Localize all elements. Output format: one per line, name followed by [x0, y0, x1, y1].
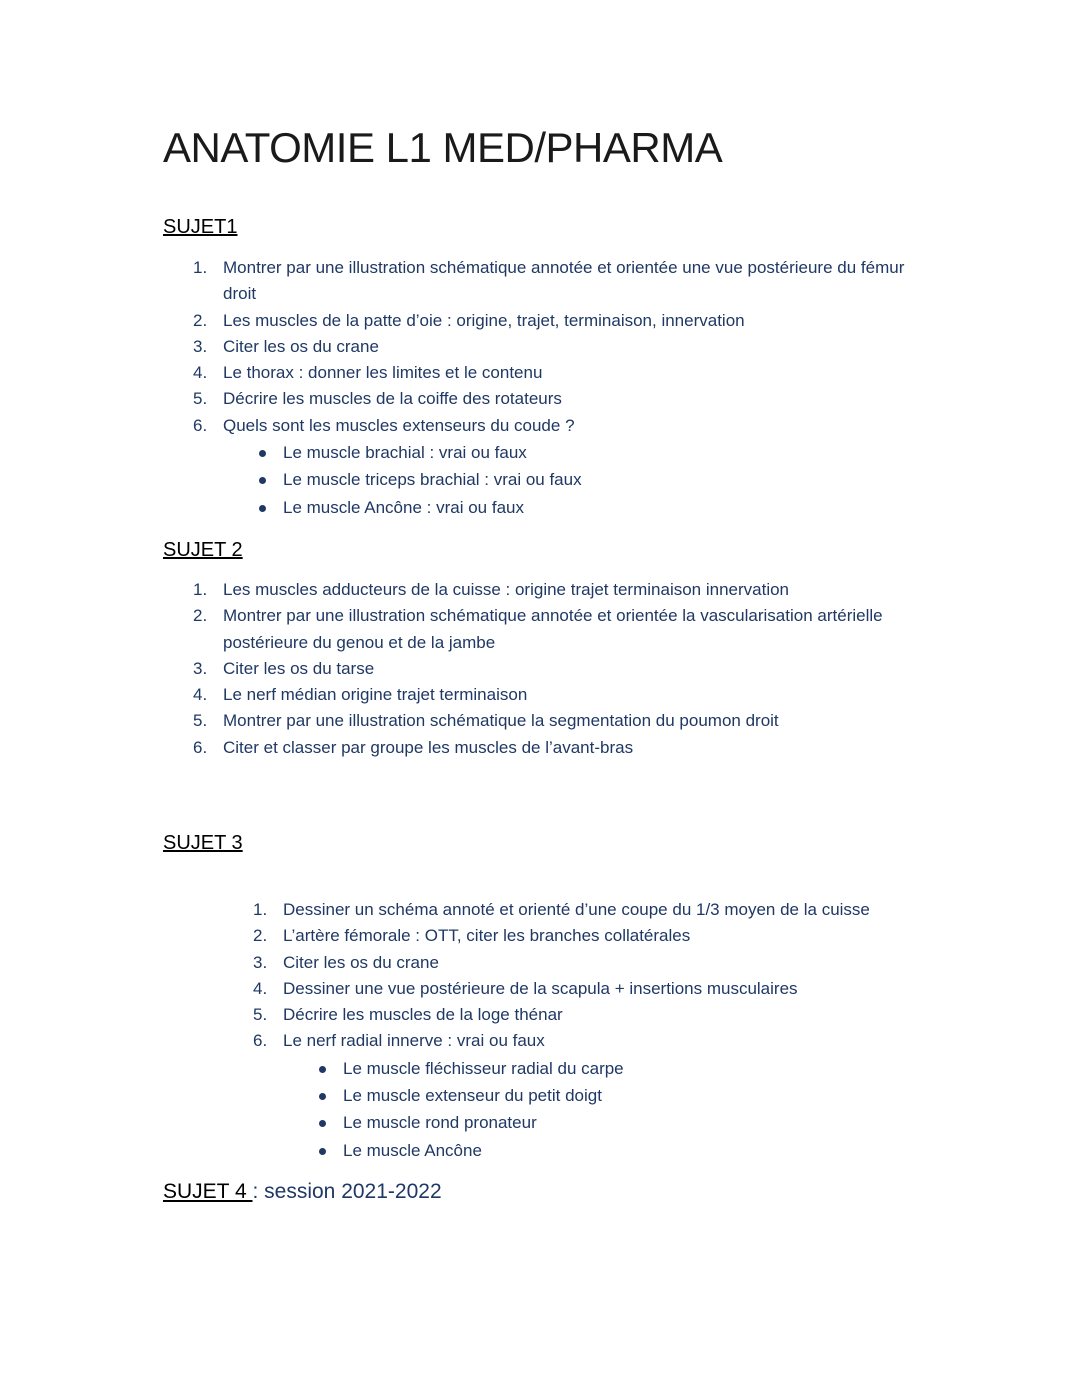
item-text: Citer les os du tarse: [223, 658, 375, 678]
list-item: [193, 603, 893, 656]
bullet-icon: [319, 1120, 326, 1127]
item-number: 4.: [193, 685, 208, 705]
sujet2-list: [193, 577, 893, 761]
bullet-icon: [259, 505, 266, 512]
bullet-item: [313, 1109, 953, 1136]
bullet-item: [253, 494, 913, 521]
sujet3-sublist: [313, 1055, 953, 1164]
item-number: 2.: [193, 606, 208, 626]
bullet-text: Le muscle Ancône : vrai ou faux: [283, 497, 524, 517]
bullet-text: Le muscle brachial : vrai ou faux: [283, 443, 527, 463]
item-text: Décrire les muscles de la loge thénar: [283, 1005, 563, 1025]
item-number: 4.: [253, 978, 268, 998]
item-number: 5.: [253, 1005, 268, 1025]
item-number: 1.: [193, 580, 208, 599]
bullet-item: [313, 1055, 953, 1082]
item-text: Le nerf médian origine trajet terminaison: [223, 685, 528, 705]
list-item: [253, 923, 953, 949]
bullet-item: [313, 1082, 953, 1109]
item-number: 3.: [253, 952, 268, 972]
bullet-item: [253, 466, 913, 493]
item-number: 1.: [253, 900, 268, 919]
item-text: Décrire les muscles de la coiffe des rotateurs: [223, 389, 562, 409]
sujet4-heading: [163, 1179, 442, 1205]
list-item: [193, 413, 913, 521]
list-item: [193, 386, 913, 412]
list-item: [193, 360, 913, 386]
sujet4-session: : session 2021-2022: [252, 1180, 442, 1203]
list-item: [193, 656, 893, 682]
sujet1-list: [193, 255, 913, 521]
item-text: Montrer par une illustration schématique annotée et orientée la vascularisation artérielle postérieure du genou et de la jambe: [223, 606, 883, 652]
sujet3-heading: [163, 830, 243, 856]
item-number: 6.: [193, 415, 208, 435]
sujet1-heading-label: SUJET1: [163, 216, 238, 238]
item-text: Montrer par une illustration schématique annotée et orientée une vue postérieure du fémur droit: [223, 258, 905, 304]
list-item: [193, 682, 893, 708]
item-number: 6.: [193, 737, 208, 757]
bullet-text: Le muscle rond pronateur: [343, 1113, 537, 1133]
item-text: Dessiner un schéma annoté et orienté d’une coupe du 1/3 moyen de la cuisse: [283, 900, 870, 919]
list-item: [193, 577, 893, 603]
list-item: [253, 950, 953, 976]
bullet-text: Le muscle extenseur du petit doigt: [343, 1086, 602, 1106]
bullet-text: Le muscle triceps brachial : vrai ou faux: [283, 470, 582, 490]
bullet-text: Le muscle fléchisseur radial du carpe: [343, 1058, 624, 1078]
item-text: Citer les os du crane: [223, 336, 379, 356]
bullet-icon: [319, 1148, 326, 1155]
item-number: 4.: [193, 363, 208, 383]
item-text: Citer et classer par groupe les muscles de l’avant-bras: [223, 737, 634, 757]
item-number: 2.: [253, 926, 268, 946]
item-text: Montrer par une illustration schématique la segmentation du poumon droit: [223, 711, 779, 731]
list-item: [253, 1028, 953, 1163]
item-text: Les muscles de la patte d’oie : origine, trajet, terminaison, innervation: [223, 310, 745, 330]
bullet-item: [313, 1137, 953, 1164]
item-number: 2.: [193, 310, 208, 330]
list-item: [193, 735, 893, 761]
item-number: 1.: [193, 258, 208, 277]
sujet2-heading-label: SUJET 2: [163, 539, 243, 561]
sujet3-heading-label: SUJET 3: [163, 832, 243, 854]
bullet-icon: [259, 477, 266, 484]
list-item: [193, 255, 913, 308]
bullet-icon: [319, 1066, 326, 1073]
sujet1-sublist: [253, 439, 913, 521]
list-item: [253, 1002, 953, 1028]
item-text: Le nerf radial innerve : vrai ou faux: [283, 1031, 545, 1051]
list-item: [193, 708, 893, 734]
bullet-icon: [259, 450, 266, 457]
list-item: [193, 308, 913, 334]
sujet4-heading-label: SUJET 4: [163, 1180, 253, 1203]
item-text: Le thorax : donner les limites et le contenu: [223, 363, 543, 383]
page-title: ANATOMIE L1 MED/PHARMA: [163, 124, 723, 171]
list-item: [253, 897, 953, 923]
item-number: 5.: [193, 711, 208, 731]
item-number: 6.: [253, 1031, 268, 1051]
item-text: Citer les os du crane: [283, 952, 439, 972]
list-item: [193, 334, 913, 360]
item-number: 5.: [193, 389, 208, 409]
sujet2-heading: [163, 537, 243, 563]
sujet1-heading: [163, 214, 237, 240]
bullet-item: [253, 439, 913, 466]
bullet-icon: [319, 1093, 326, 1100]
list-item: [253, 976, 953, 1002]
item-text: Les muscles adducteurs de la cuisse : origine trajet terminaison innervation: [223, 580, 790, 599]
item-text: Dessiner une vue postérieure de la scapula + insertions musculaires: [283, 978, 798, 998]
item-text: L’artère fémorale : OTT, citer les branches collatérales: [283, 926, 691, 946]
sujet3-list: [253, 897, 953, 1164]
item-number: 3.: [193, 658, 208, 678]
item-number: 3.: [193, 336, 208, 356]
item-text: Quels sont les muscles extenseurs du coude ?: [223, 415, 575, 435]
bullet-text: Le muscle Ancône: [343, 1140, 482, 1160]
